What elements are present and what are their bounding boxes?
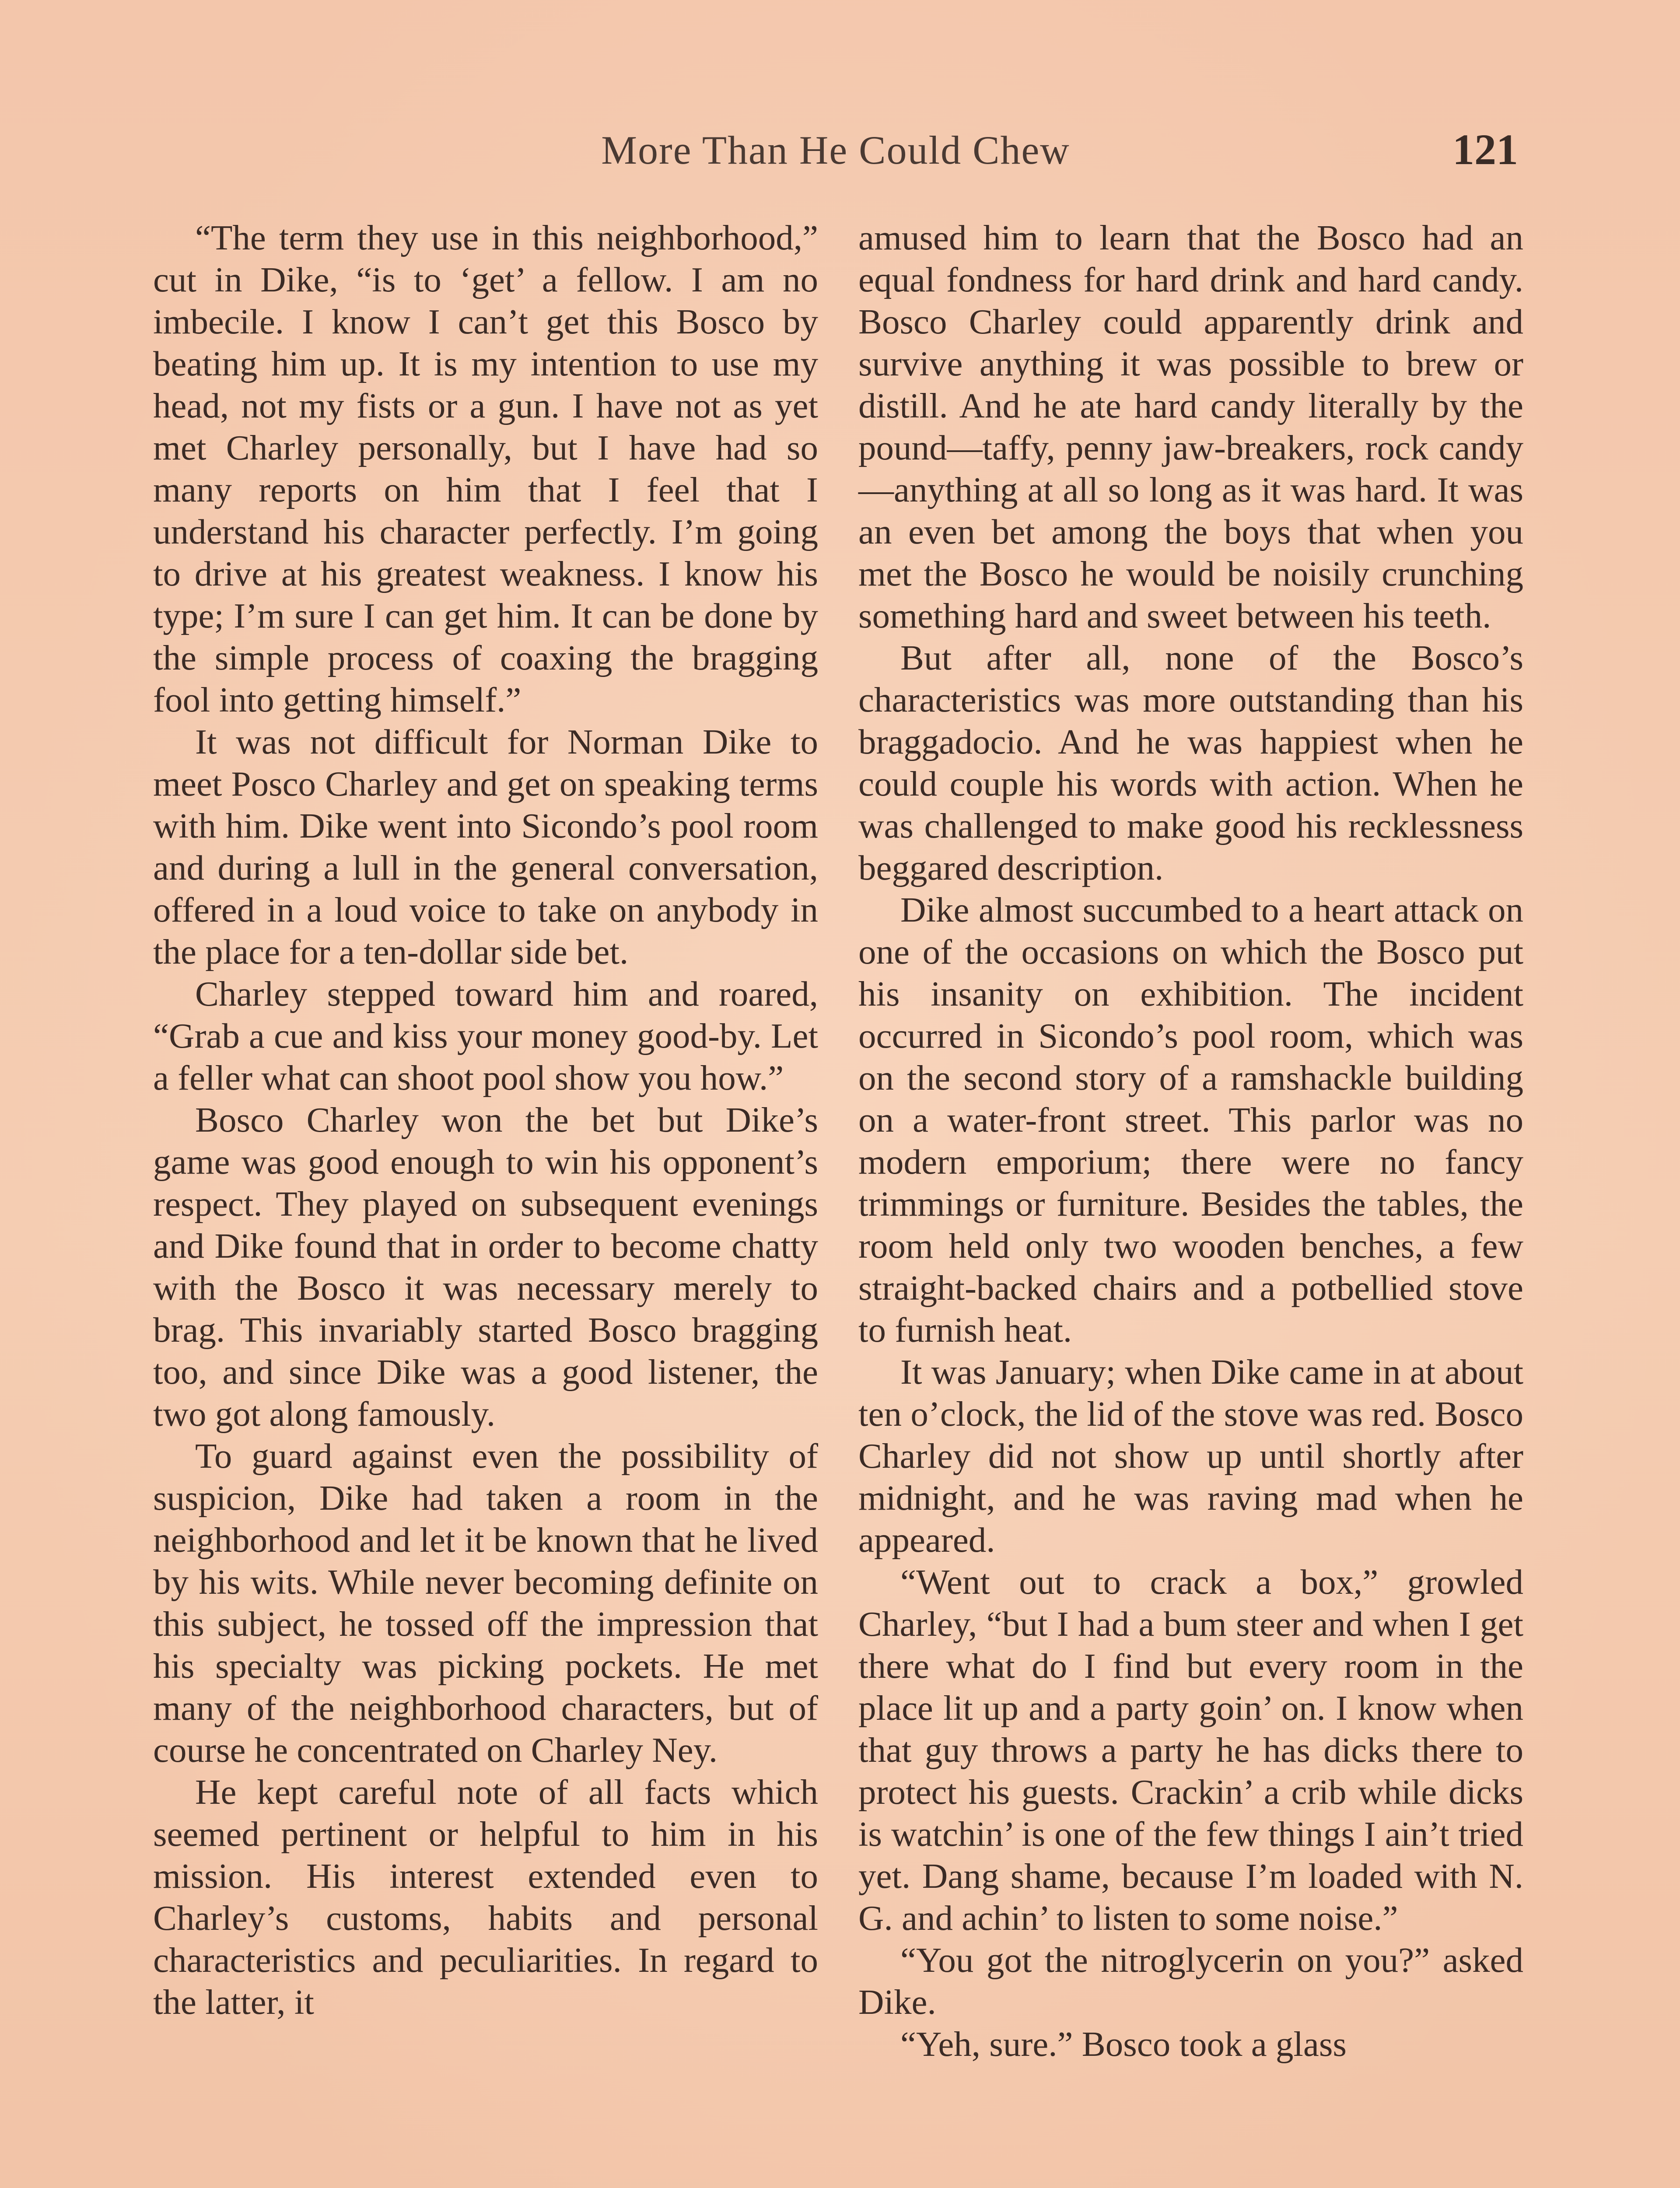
page-number: 121 [1452, 125, 1518, 174]
left-column [153, 217, 818, 2023]
paragraph: Charley stepped toward him and roared, “Grab a cue and kiss your money good-by. Let a feller what can shoot pool show you how.” [153, 974, 818, 1098]
right-column [858, 217, 1523, 2065]
paragraph: “Went out to crack a box,” growled Charley, “but I had a bum steer and when I get there what do I find but every room in the place lit up and a party goin’ on. I know when that guy throws a party he has dicks there to protect his guests. Crackin’ a crib while dicks is watchin’ is one of the few things I ain’t tried yet. Dang shame, because I’m loaded with N. G. and achin’ to listen to some noise.” [858, 1562, 1523, 1938]
paragraph-continuation: amused him to learn that the Bosco had an equal fondness for hard drink and hard candy. Bosco Charley could apparently drink and survive anything it was possible to brew or distill. And he ate hard candy literally by the pound—taffy, penny jaw-breakers, rock candy —anything at all so long as it was hard. It was an even bet among the boys that when you met the Bosco he would be noisily crunching something hard and sweet between his teeth. [858, 218, 1523, 635]
running-title: More Than He Could Chew [601, 128, 1070, 172]
paragraph: But after all, none of the Bosco’s characteristics was more outstanding than his braggadocio. And he was happiest when he could couple his words with action. When he was challenged to make good his recklessness beggared description. [858, 638, 1523, 887]
paragraph: Bosco Charley won the bet but Dike’s game was good enough to win his opponent’s respect. They played on subsequent evenings and Dike found that in order to become chatty with the Bosco it was necessary merely to brag. This invariably started Bosco bragging too, and since Dike was a good listener, the two got along famously. [153, 1100, 818, 1434]
paragraph: Dike almost succumbed to a heart attack on one of the occasions on which the Bosco put his insanity on exhibition. The incident occurred in Sicondo’s pool room, which was on the second story of a ramshackle building on a water-front street. This parlor was no modern emporium; there were no fancy trimmings or furniture. Besides the tables, the room held only two wooden benches, a few straight-backed chairs and a potbellied stove to furnish heat. [858, 890, 1523, 1350]
paragraph: It was January; when Dike came in at about ten o’clock, the lid of the stove was red. Bosco Charley did not show up until shortly after midnight, and he was raving mad when he appeared. [858, 1352, 1523, 1560]
page-header [153, 127, 1518, 193]
paragraph: He kept careful note of all facts which seemed pertinent or helpful to him in his mission. His interest extended even to Charley’s customs, habits and personal characteristics and peculiarities. In regard to the latter, it [153, 1772, 818, 2022]
paragraph: To guard against even the possibility of suspicion, Dike had taken a room in the neighborhood and let it be known that he lived by his wits. While never becoming definite on this subject, he tossed off the impression that his specialty was picking pockets. He met many of the neighborhood characters, but of course he concentrated on Charley Ney. [153, 1436, 818, 1770]
paragraph: “Yeh, sure.” Bosco took a glass [900, 2024, 1347, 2064]
paragraph: It was not difficult for Norman Dike to meet Posco Charley and get on speaking terms with him. Dike went into Sicondo’s pool room and during a lull in the general conversation, offered in a loud voice to take on anybody in the place for a ten-dollar side bet. [153, 722, 818, 971]
paragraph: “You got the nitroglycerin on you?” asked Dike. [858, 1940, 1523, 2022]
paragraph: “The term they use in this neighborhood,” cut in Dike, “is to ‘get’ a fellow. I am no imbecile. I know I can’t get this Bosco by beating him up. It is my intention to use my head, not my fists or a gun. I have not as yet met Charley personally, but I have had so many reports on him that I feel that I understand his character perfectly. I’m going to drive at his greatest weakness. I know his type; I’m sure I can get him. It can be done by the simple process of coaxing the bragging fool into getting himself.” [153, 218, 818, 719]
